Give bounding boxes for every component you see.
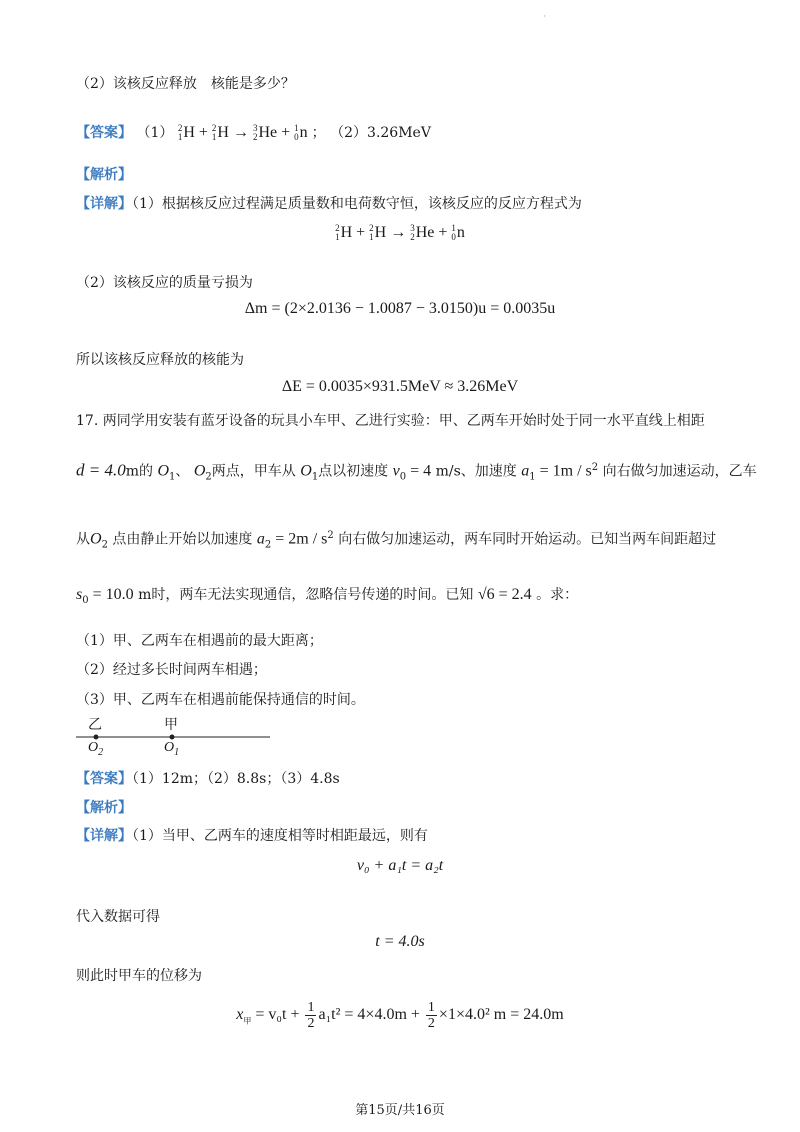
time-equation: t = 4.0s — [375, 933, 425, 950]
q2-prompt: （2）该核反应释放 核能是多少？ — [76, 76, 295, 92]
analysis-tag: 【解析】 — [76, 167, 132, 183]
page-footer: 第15页/共16页 — [355, 1103, 445, 1118]
nuclear-equation-inline: 2 1 H + 2 1 H → 3 2 He + 1 0 n — [177, 123, 308, 143]
diagram-label-o2: $O_2$ — [88, 740, 104, 758]
analysis-tag-2: 【解析】 — [76, 800, 132, 816]
answer-tag: 【答案】 — [76, 125, 132, 141]
corner-mark: · — [543, 12, 546, 21]
problem17-q1: （1）甲、乙两车在相遇前的最大距离； — [76, 633, 323, 649]
mass-defect-equation: Δm = (2×2.0136 − 1.0087 − 3.0150)u = 0.0035u — [244, 300, 556, 317]
diagram-label-jia: 甲 — [164, 717, 178, 733]
problem17-q2: （2）经过多长时间两车相遇； — [76, 662, 267, 678]
problem17-line4: $s_0 = 10.0$ m时，两车无法实现通信，忽略信号传递的时间。已知 √6 = 2.4 。求： — [76, 586, 579, 606]
displacement-label: 则此时甲车的位移为 — [76, 968, 202, 984]
problem17-line3: 从$O_2$ 点由静止开始以加速度 $a_2 = 2m / s^2$ 向右做匀加速运动，两车同时开始运动。已知当两车间距超过 — [76, 530, 717, 551]
energy-equation: ΔE = 0.0035×931.5MeV ≈ 3.26MeV — [281, 378, 519, 395]
answer-line-2: 【答案】（1）12m；（2）8.8s；（3）4.8s — [76, 771, 340, 787]
answer-part1: （1） — [136, 125, 174, 141]
nuclear-equation-display: 2 1 H + 2 1 H → 3 2 He + 1 0 n — [335, 223, 465, 243]
answer-part2: （2）3.26MeV — [330, 125, 431, 141]
substitute-label: 代入数据可得 — [76, 909, 160, 925]
problem17-q3: （3）甲、乙两车在相遇前能保持通信的时间。 — [76, 692, 365, 708]
position-diagram — [76, 712, 276, 762]
energy-label: 所以该核反应释放的核能为 — [76, 352, 244, 368]
answer-line-1: 【答案】 （1） 2 1 H + 2 1 H → 3 2 He + 1 0 n ； （2）3.26MeV — [76, 123, 431, 143]
diagram-label-o1: $O_1$ — [164, 740, 180, 758]
displacement-equation: $x_甲 = v_0t$ + $\frac{1}{2}$ a₁t² = 4×4.0m + $\frac{1}{2}$ ×1×4.0² m = 24.0m — [236, 1000, 564, 1031]
velocity-equation: v₀ + a₁t = a₂t — [356, 857, 444, 874]
diagram-label-yi: 乙 — [88, 717, 102, 733]
problem17-line1: 17. 两同学用安装有蓝牙设备的玩具小车甲、乙进行实验：甲、乙两车开始时处于同一水平直线上相距 — [76, 413, 705, 429]
detail-1: 【详解】（1）根据核反应过程满足质量数和电荷数守恒，该核反应的反应方程式为 — [76, 196, 582, 212]
problem17-line2: d = 4.0m的 $O_1$、 $O_2$两点，甲车从 $O_1$点以初速度 $v_0 = 4$ m/s、加速度 $a_1 = 1m / s^2$ 向右做匀加速运动，乙车 — [76, 460, 757, 483]
mass-defect-label: （2）该核反应的质量亏损为 — [76, 275, 253, 291]
detail-2: 【详解】（1）当甲、乙两车的速度相等时相距最远，则有 — [76, 828, 428, 844]
